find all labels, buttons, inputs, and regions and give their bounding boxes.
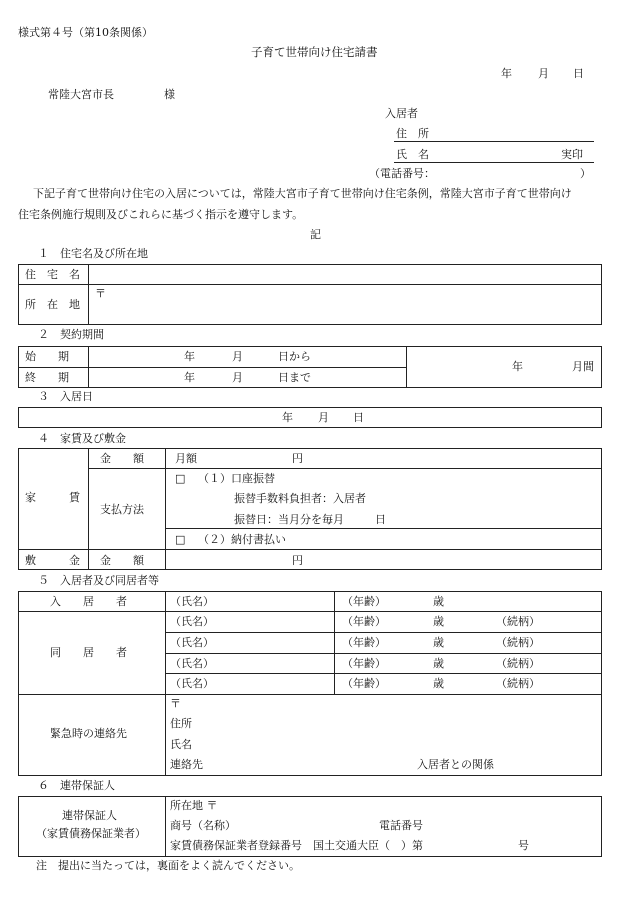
contract-start-year: 年 xyxy=(184,350,195,363)
s2-row-divider xyxy=(18,367,406,368)
cohabitant-3-age-label: （年齢） xyxy=(342,657,386,670)
phone-close: ） xyxy=(580,167,591,180)
contract-start-month: 月 xyxy=(232,350,243,363)
rent-label: 家 賃 xyxy=(25,491,80,504)
page-title: 子育て世帯向け住宅請書 xyxy=(251,45,378,59)
deposit-label: 敷 金 xyxy=(25,554,80,567)
cohabitant-3-name-label: （氏名） xyxy=(170,657,214,670)
ki-label: 記 xyxy=(310,228,321,241)
guarantor-location-label: 所在地 〒 xyxy=(170,799,218,812)
applicant-name-label: 氏 名 xyxy=(396,148,429,161)
section-3-heading: ３ 入居日 xyxy=(38,390,93,403)
applicant-address-line[interactable] xyxy=(394,141,594,142)
footer-note: 注 提出に当たっては，裏面をよく読んでください。 xyxy=(36,859,300,872)
s1-col-divider xyxy=(88,264,89,325)
emergency-contact-label: 緊急時の連絡先 xyxy=(50,727,127,740)
addressee: 常陸大宮市長 xyxy=(48,88,114,101)
resident-label: 入 居 者 xyxy=(50,595,127,608)
s5-row-divider-5 xyxy=(18,694,602,695)
s2-col-divider-1 xyxy=(88,346,89,388)
rent-yen: 円 xyxy=(292,452,303,465)
duration-months: 月間 xyxy=(572,360,594,373)
account-transfer-label: （１）口座振替 xyxy=(198,472,275,485)
s4-row-divider-1 xyxy=(88,468,602,469)
emergency-contact-number-label: 連絡先 xyxy=(170,758,203,771)
s5-row-divider-2 xyxy=(165,632,602,633)
resident-age-label: （年齢） xyxy=(342,595,386,608)
date-month: 月 xyxy=(538,67,549,80)
transfer-day-unit: 日 xyxy=(375,513,386,526)
section-6-heading: ６ 連帯保証人 xyxy=(38,779,115,792)
s6-col-divider xyxy=(165,796,166,857)
location-field[interactable] xyxy=(110,288,595,320)
date-day: 日 xyxy=(573,67,584,80)
contract-start-label: 始 期 xyxy=(25,350,69,363)
cohabitant-1-relation-label: （続柄） xyxy=(496,615,540,628)
housing-name-label: 住 宅 名 xyxy=(25,268,80,281)
move-in-month: 月 xyxy=(318,411,329,424)
emergency-address-label: 住所 xyxy=(170,717,192,730)
cohabitant-3-relation-label: （続柄） xyxy=(496,657,540,670)
cohabitant-2-age-label: （年齢） xyxy=(342,636,386,649)
cohabitant-4-age-label: （年齢） xyxy=(342,677,386,690)
s1-row-divider xyxy=(18,284,602,285)
emergency-name-label: 氏名 xyxy=(170,738,192,751)
cohabitant-label: 同 居 者 xyxy=(50,646,127,659)
payment-method-label: 支払方法 xyxy=(100,503,144,516)
guarantor-phone-label: 電話番号 xyxy=(379,819,423,832)
cohabitant-2-age-unit: 歳 xyxy=(433,636,444,649)
cohabitant-3-age-unit: 歳 xyxy=(433,657,444,670)
contract-end-year: 年 xyxy=(184,371,195,384)
resident-age-unit: 歳 xyxy=(433,595,444,608)
guarantor-trade-name-label: 商号（名称） xyxy=(170,819,236,832)
payment-slip-label: （２）納付書払い xyxy=(198,533,286,546)
contract-end-month: 月 xyxy=(232,371,243,384)
move-in-date-box[interactable] xyxy=(18,407,602,428)
cohabitant-1-name-label: （氏名） xyxy=(170,615,214,628)
account-transfer-checkbox[interactable]: □ xyxy=(175,472,186,485)
cohabitant-2-relation-label: （続柄） xyxy=(496,636,540,649)
s4-row-divider-2 xyxy=(165,528,602,529)
phone-label: （電話番号： xyxy=(369,167,435,180)
deposit-amount-label: 金 額 xyxy=(100,554,144,567)
addressee-honorific: 様 xyxy=(164,88,175,101)
guarantor-registration-unit: 号 xyxy=(518,839,529,852)
emergency-postal-mark: 〒 xyxy=(170,697,181,710)
s2-col-divider-2 xyxy=(406,346,407,388)
cohabitant-4-name-label: （氏名） xyxy=(170,677,214,690)
transfer-day-label: 振替日：当月分を毎月 xyxy=(234,513,344,526)
cohabitant-2-name-label: （氏名） xyxy=(170,636,214,649)
s5-row-divider-4 xyxy=(165,673,602,674)
location-postal-mark: 〒 xyxy=(95,287,106,300)
applicant-name-line[interactable] xyxy=(394,162,594,163)
s4-row-divider-3 xyxy=(18,549,602,550)
form-number: 様式第４号（第10条関係） xyxy=(18,26,153,39)
move-in-day: 日 xyxy=(353,411,364,424)
location-label: 所 在 地 xyxy=(25,298,80,311)
contract-end-label: 終 期 xyxy=(25,371,69,384)
cohabitant-1-age-unit: 歳 xyxy=(433,615,444,628)
section-5-heading: ５ 入居者及び同居者等 xyxy=(38,574,159,587)
s5-col-divider-2 xyxy=(334,591,335,694)
s4-col-divider-2 xyxy=(165,448,166,570)
rent-monthly-label: 月額 xyxy=(175,452,197,465)
section-2-heading: ２ 契約期間 xyxy=(38,328,104,341)
date-year: 年 xyxy=(501,67,512,80)
cohabitant-1-age-label: （年齢） xyxy=(342,615,386,628)
contract-start-day: 日から xyxy=(278,350,311,363)
payment-slip-checkbox[interactable]: □ xyxy=(175,533,186,546)
s5-row-divider-1 xyxy=(18,611,602,612)
move-in-year: 年 xyxy=(282,411,293,424)
guarantor-label: 連帯保証人 xyxy=(62,809,117,822)
s5-col-divider-1 xyxy=(165,591,166,776)
rent-amount-label: 金 額 xyxy=(100,452,144,465)
contract-end-day: 日まで xyxy=(278,371,311,384)
seal-label: 実印 xyxy=(561,148,583,161)
section-4-heading: ４ 家賃及び敷金 xyxy=(38,432,126,445)
housing-name-field[interactable] xyxy=(92,267,597,281)
applicant-label: 入居者 xyxy=(385,107,418,120)
s4-col-divider-1 xyxy=(88,448,89,570)
guarantor-sublabel: （家賃債務保証業者） xyxy=(36,827,146,840)
relation-to-resident-label: 入居者との関係 xyxy=(417,758,494,771)
body-text-line-1: 下記子育て世帯向け住宅の入居については，常陸大宮市子育て世帯向け住宅条例，常陸大宮市子育て世帯向け xyxy=(33,187,572,200)
transfer-fee-note: 振替手数料負担者：入居者 xyxy=(234,492,366,505)
cohabitant-4-age-unit: 歳 xyxy=(433,677,444,690)
section-1-heading: １ 住宅名及び所在地 xyxy=(38,247,148,260)
applicant-address-label: 住 所 xyxy=(396,127,429,140)
body-text-line-2: 住宅条例施行規則及びこれらに基づく指示を遵守します。 xyxy=(18,208,304,221)
s5-row-divider-3 xyxy=(165,653,602,654)
resident-name-label: （氏名） xyxy=(170,595,214,608)
deposit-yen: 円 xyxy=(292,554,303,567)
duration-year: 年 xyxy=(512,360,523,373)
cohabitant-4-relation-label: （続柄） xyxy=(496,677,540,690)
guarantor-registration-label: 家賃債務保証業者登録番号 国土交通大臣（ ）第 xyxy=(170,839,423,852)
